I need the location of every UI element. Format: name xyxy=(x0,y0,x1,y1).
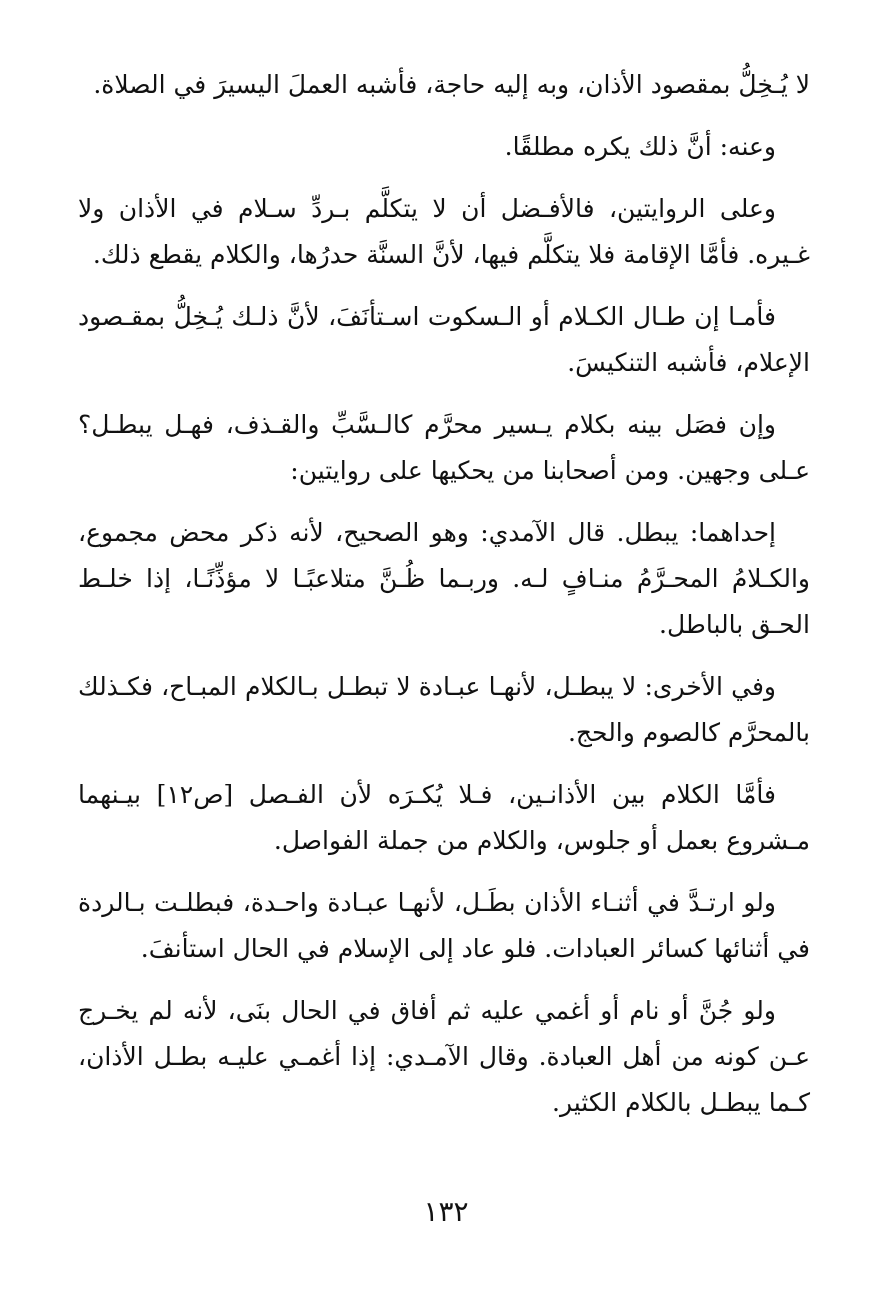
paragraph-6: إحداهما: يبطل. قال الآمدي: وهو الصحيح، لأنه ذكر محض مجموع، والكـلامُ المحـرَّمُ منـافٍ لـه. وربـما ظُـنَّ متلاعبًـا لا مؤذِّنًـا، إذا خلـط الحـق بالباطل. xyxy=(78,518,810,639)
paragraph-2: وعنه: أنَّ ذلك يكره مطلقًا. xyxy=(504,132,776,161)
paragraph-8: فأمَّا الكلام بين الأذانـين، فـلا يُكـرَه لأن الفـصل [ص١٢] بيـنهما مـشروع بعمل أو جلوس، والكلام من جملة الفواصل. xyxy=(78,780,810,855)
paragraph-1: لا يُـخِلُّ بمقصود الأذان، وبه إليه حاجة، فأشبه العملَ اليسيرَ في الصلاة. xyxy=(93,70,810,99)
paragraph-10: ولو جُنَّ أو نام أو أغمي عليه ثم أفاق في الحال بنَى، لأنه لم يخـرج عـن كونه من أهل العبادة. وقال الآمـدي: إذا أغمـي عليـه بطـل الأذان، كـما يبطـل بالكلام الكثير. xyxy=(78,996,810,1117)
paragraph-9: ولو ارتـدَّ في أثنـاء الأذان بطَـل، لأنهـا عبـادة واحـدة، فبطلـت بـالردة في أثنائها كسائر العبادات. فلو عاد إلى الإسلام في الحال استأنفَ. xyxy=(78,888,810,963)
page-number: ١٣٢ xyxy=(423,1195,469,1228)
paragraph-3: وعلى الروايتين، فالأفـضل أن لا يتكلَّم بـردِّ سـلام في الأذان ولا غـيره. فأمَّا الإقامة فلا يتكلَّم فيها، لأنَّ السنَّة حدرُها، والكلام يقطع ذلك. xyxy=(78,194,810,269)
paragraph-5: وإن فصَل بينه بكلام يـسير محرَّم كالـسَّبِّ والقـذف، فهـل يبطـل؟ عـلى وجهين. ومن أصحابنا من يحكيها على روايتين: xyxy=(78,410,810,485)
paragraph-4: فأمـا إن طـال الكـلام أو الـسكوت اسـتأنَفَ، لأنَّ ذلـك يُـخِلُّ بمقـصود الإعلام، فأشبه التنكيسَ. xyxy=(78,302,810,377)
paragraph-7: وفي الأخرى: لا يبطـل، لأنهـا عبـادة لا تبطـل بـالكلام المبـاح، فكـذلك بالمحرَّم كالصوم والحج. xyxy=(78,672,810,747)
page-body xyxy=(78,62,810,1142)
